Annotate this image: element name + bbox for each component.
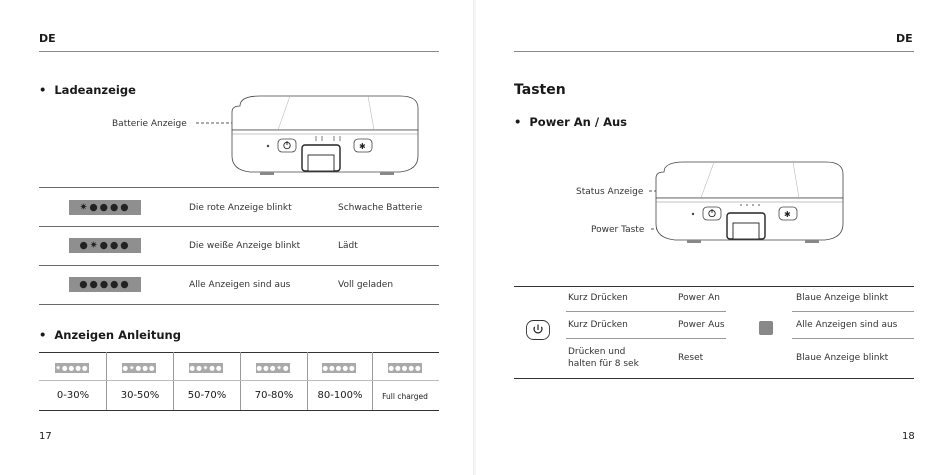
table-rule: [39, 265, 439, 266]
bullet-icon: •: [39, 83, 47, 97]
column-divider: [307, 352, 308, 410]
action-text: Kurz Drücken: [568, 320, 628, 330]
row-rule: [566, 338, 726, 339]
language-tag: DE: [39, 32, 56, 45]
led-text: Blaue Anzeige blinkt: [796, 353, 889, 363]
led-pattern-full: ●●●●●: [69, 277, 141, 292]
language-tag: DE: [896, 32, 913, 45]
right-page: [476, 0, 950, 475]
guide-mid-rule: [39, 380, 439, 381]
guide-led-pattern: ●●●●●: [322, 364, 356, 372]
guide-led-pattern: ●✷●●●: [122, 364, 156, 372]
charge-status: Lädt: [338, 241, 358, 251]
guide-led-pattern: ●●●●●: [388, 364, 422, 372]
column-divider: [240, 352, 241, 410]
led-pattern-low: ✷●●●●: [69, 200, 141, 215]
page-number: 17: [39, 431, 52, 442]
page-number: 18: [902, 431, 915, 442]
result-text: Power An: [678, 293, 720, 303]
table-rule: [39, 226, 439, 227]
column-divider: [372, 352, 373, 410]
guide-led-pattern: ✷●●●●: [55, 364, 89, 372]
charge-description: Die weiße Anzeige blinkt: [189, 241, 301, 251]
guide-label: 30-50%: [120, 390, 160, 401]
row-rule: [566, 311, 726, 312]
charge-description: Alle Anzeigen sind aus: [189, 280, 291, 290]
power-icon: [526, 320, 550, 340]
callout-status-indicator: Status Anzeige: [576, 187, 644, 197]
column-divider: [106, 352, 107, 410]
page-title: Tasten: [514, 82, 566, 98]
section-heading-indicator-guide: • Anzeigen Anleitung: [39, 328, 181, 342]
led-pattern-charging: ●✷●●●: [69, 238, 141, 253]
guide-label: 50-70%: [187, 390, 227, 401]
charge-description: Die rote Anzeige blinkt: [189, 203, 292, 213]
guide-label: 80-100%: [317, 390, 363, 401]
earbud-case-buttons-illustration: [571, 150, 871, 250]
section-heading-charge-indicator: • Ladeanzeige: [39, 83, 136, 97]
section-heading-power: • Power An / Aus: [514, 115, 628, 129]
header-rule: [39, 51, 439, 52]
guide-label: 70-80%: [254, 390, 294, 401]
table-bottom-rule: [514, 378, 914, 379]
table-rule: [39, 187, 439, 188]
bullet-icon: •: [39, 328, 47, 342]
callout-battery-indicator: Batterie Anzeige: [112, 119, 187, 129]
callout-power-button: Power Taste: [591, 225, 645, 235]
guide-top-rule: [39, 352, 439, 353]
row-rule: [792, 311, 914, 312]
row-rule: [792, 338, 914, 339]
earbud-case-illustration: [110, 90, 430, 182]
charge-status: Schwache Batterie: [338, 203, 423, 213]
led-square-icon: [759, 321, 773, 335]
guide-label: 0-30%: [56, 390, 90, 401]
action-text: Drücken und halten für 8 sek: [568, 347, 639, 369]
column-divider: [173, 352, 174, 410]
guide-bottom-rule: [39, 410, 439, 411]
bullet-icon: •: [514, 115, 522, 129]
led-text: Blaue Anzeige blinkt: [796, 293, 889, 303]
led-text: Alle Anzeigen sind aus: [796, 320, 898, 330]
table-top-rule: [514, 286, 914, 287]
left-page: [0, 0, 474, 475]
table-rule: [39, 304, 439, 305]
header-rule: [514, 51, 914, 52]
guide-led-pattern: ●●●✷●: [256, 364, 290, 372]
svg-text:✱: ✱: [359, 142, 366, 151]
result-text: Power Aus: [678, 320, 725, 330]
svg-text:✱: ✱: [784, 210, 791, 219]
result-text: Reset: [678, 353, 704, 363]
guide-led-pattern: ●●✷●●: [189, 364, 223, 372]
charge-status: Voll geladen: [338, 280, 394, 290]
action-text: Kurz Drücken: [568, 293, 628, 303]
guide-label: Full charged: [382, 392, 428, 401]
